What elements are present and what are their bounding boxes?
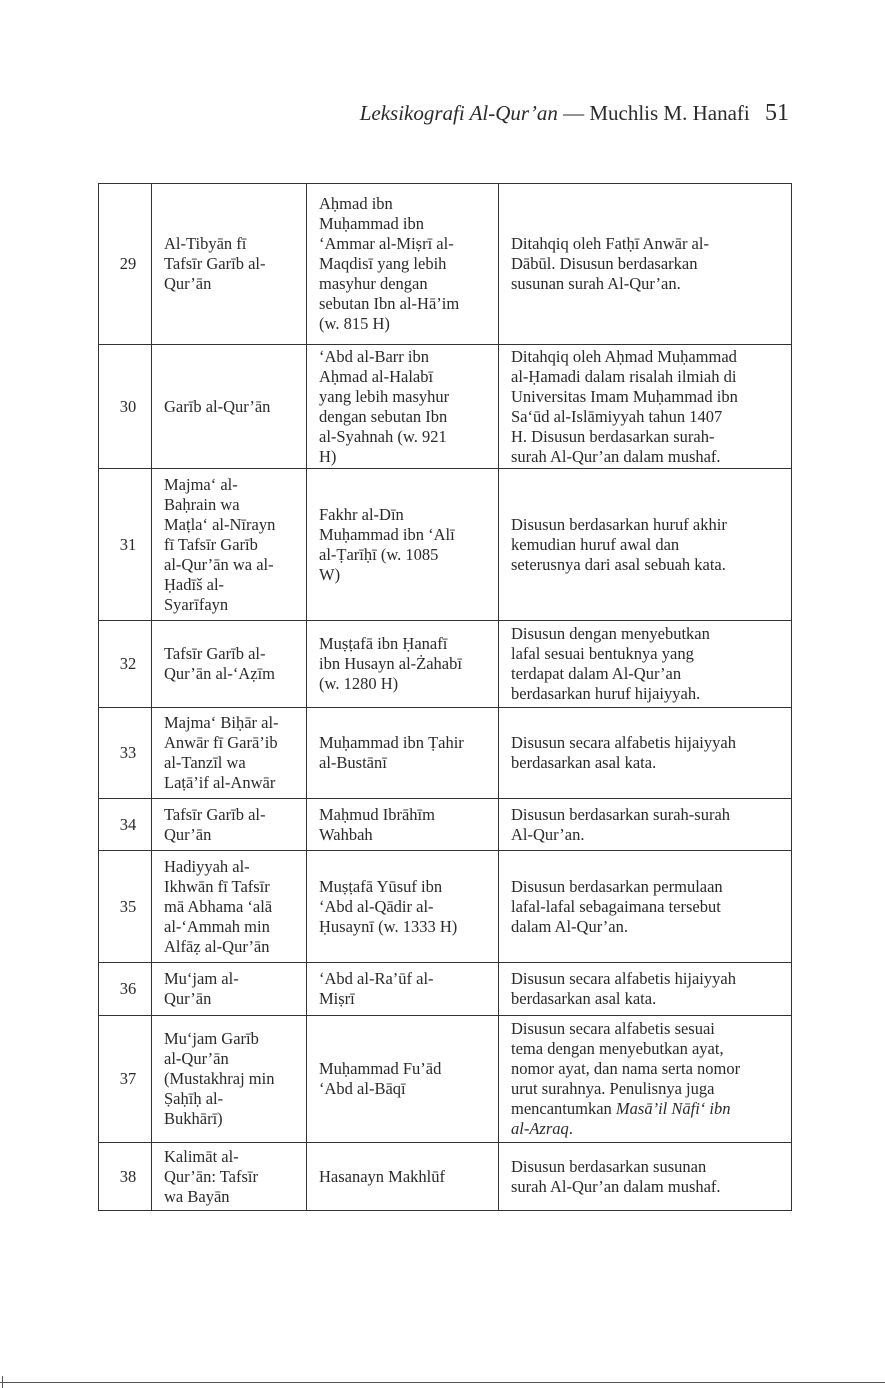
running-title: Leksikografi Al-Qur’an bbox=[359, 101, 558, 125]
running-author: Muchlis M. Hanafi bbox=[589, 101, 750, 125]
row-number: 36 bbox=[99, 963, 152, 1016]
book-author: Muṣṭafā Yūsuf ibn ‘Abd al-Qādir al- Ḥusaynī (w. 1333 H) bbox=[307, 851, 499, 963]
book-description: Disusun berdasarkan surah-surah Al-Qur’an. bbox=[499, 799, 792, 851]
book-title: Tafsīr Garīb al- Qur’ān bbox=[152, 799, 307, 851]
table-row bbox=[99, 851, 792, 963]
header-separator: — bbox=[563, 101, 585, 125]
table-row bbox=[99, 184, 792, 345]
lexicography-table bbox=[98, 183, 792, 1211]
book-title: Garīb al-Qur’ān bbox=[152, 345, 307, 469]
table-row bbox=[99, 1016, 792, 1143]
book-author: Muḥammad ibn Ṭahir al-Bustānī bbox=[307, 708, 499, 799]
row-number: 38 bbox=[99, 1143, 152, 1211]
table-body bbox=[99, 184, 792, 1211]
table-row bbox=[99, 1143, 792, 1211]
book-author: Maḥmud Ibrāhīm Wahbah bbox=[307, 799, 499, 851]
book-description: Disusun berdasarkan huruf akhir kemudian huruf awal dan seterusnya dari asal sebuah kata. bbox=[499, 469, 792, 621]
book-author: Muḥammad Fu’ād ‘Abd al-Bāqī bbox=[307, 1016, 499, 1143]
book-description: Ditahqiq oleh Aḥmad Muḥammad al-Ḥamadi dalam risalah ilmiah di Universitas Imam Muḥammad ibn Sa‘ūd al-Islāmiyyah tahun 1407 H. Disusun berdasarkan surah- surah Al-Qur’an dalam mushaf. bbox=[499, 345, 792, 469]
book-author: ‘Abd al-Barr ibn Aḥmad al-Halabī yang lebih masyhur dengan sebutan Ibn al-Syahnah (w. 921 H) bbox=[307, 345, 499, 469]
book-description: Disusun dengan menyebutkan lafal sesuai bentuknya yang terdapat dalam Al-Qur’an berdasarkan huruf hijaiyyah. bbox=[499, 621, 792, 708]
book-description: Disusun berdasarkan susunan surah Al-Qur’an dalam mushaf. bbox=[499, 1143, 792, 1211]
book-title: Kalimāt al- Qur’ān: Tafsīr wa Bayān bbox=[152, 1143, 307, 1211]
row-number: 37 bbox=[99, 1016, 152, 1143]
row-number: 30 bbox=[99, 345, 152, 469]
table-row bbox=[99, 963, 792, 1016]
book-title: Al-Tibyān fī Tafsīr Garīb al- Qur’ān bbox=[152, 184, 307, 345]
book-description: Disusun berdasarkan permulaan lafal-lafal sebagaimana tersebut dalam Al-Qur’an. bbox=[499, 851, 792, 963]
book-title: Tafsīr Garīb al- Qur’ān al-‘Aẓīm bbox=[152, 621, 307, 708]
row-number: 33 bbox=[99, 708, 152, 799]
row-number: 35 bbox=[99, 851, 152, 963]
book-title: Mu‘jam al- Qur’ān bbox=[152, 963, 307, 1016]
book-title: Mu‘jam Garīb al-Qur’ān (Mustakhraj min Ṣaḥīḥ al- Bukhārī) bbox=[152, 1016, 307, 1143]
scan-edge-tick bbox=[2, 1376, 3, 1388]
table-row bbox=[99, 345, 792, 469]
book-author: Muṣṭafā ibn Ḥanafī ibn Husayn al-Żahabī (w. 1280 H) bbox=[307, 621, 499, 708]
row-number: 29 bbox=[99, 184, 152, 345]
scan-edge-line bbox=[0, 1382, 885, 1383]
book-description bbox=[499, 1016, 792, 1143]
description-period: . bbox=[568, 1119, 573, 1138]
book-description: Disusun secara alfabetis hijaiyyah berdasarkan asal kata. bbox=[499, 963, 792, 1016]
table-row bbox=[99, 469, 792, 621]
book-author: Hasanayn Makhlūf bbox=[307, 1143, 499, 1211]
row-number: 34 bbox=[99, 799, 152, 851]
running-header bbox=[360, 100, 789, 127]
description-text: Disusun secara alfabetis sesuai tema dengan menyebutkan ayat, nomor ayat, dan nama serta nomor urut surahnya. Penulisnya juga mencantumkan bbox=[511, 1019, 741, 1118]
description-italic-title: Masā’il Nāfi‘ ibn al-Azraq bbox=[511, 1099, 731, 1138]
book-title: Hadiyyah al- Ikhwān fī Tafsīr mā Abhama ‘alā al-‘Ammah min Alfāẓ al-Qur’ān bbox=[152, 851, 307, 963]
table-row bbox=[99, 799, 792, 851]
table-row bbox=[99, 621, 792, 708]
row-number: 31 bbox=[99, 469, 152, 621]
book-title: Majma‘ al- Baḥrain wa Maṭla‘ al-Nīrayn fī Tafsīr Garīb al-Qur’ān wa al- Ḥadīš al- Syarīfayn bbox=[152, 469, 307, 621]
book-description: Ditahqiq oleh Fatḥī Anwār al- Dābūl. Disusun berdasarkan susunan surah Al-Qur’an. bbox=[499, 184, 792, 345]
book-author: Aḥmad ibn Muḥammad ibn ‘Ammar al-Miṣrī al- Maqdisī yang lebih masyhur dengan sebutan Ibn al-Hā’im (w. 815 H) bbox=[307, 184, 499, 345]
book-title: Majma‘ Biḥār al- Anwār fī Garā’ib al-Tanzīl wa Laṭā’if al-Anwār bbox=[152, 708, 307, 799]
book-author: Fakhr al-Dīn Muḥammad ibn ‘Alī al-Ṭarīḥī (w. 1085 W) bbox=[307, 469, 499, 621]
row-number: 32 bbox=[99, 621, 152, 708]
book-author: ‘Abd al-Ra’ūf al- Miṣrī bbox=[307, 963, 499, 1016]
book-description: Disusun secara alfabetis hijaiyyah berdasarkan asal kata. bbox=[499, 708, 792, 799]
table-row bbox=[99, 708, 792, 799]
page-number: 51 bbox=[765, 100, 789, 126]
